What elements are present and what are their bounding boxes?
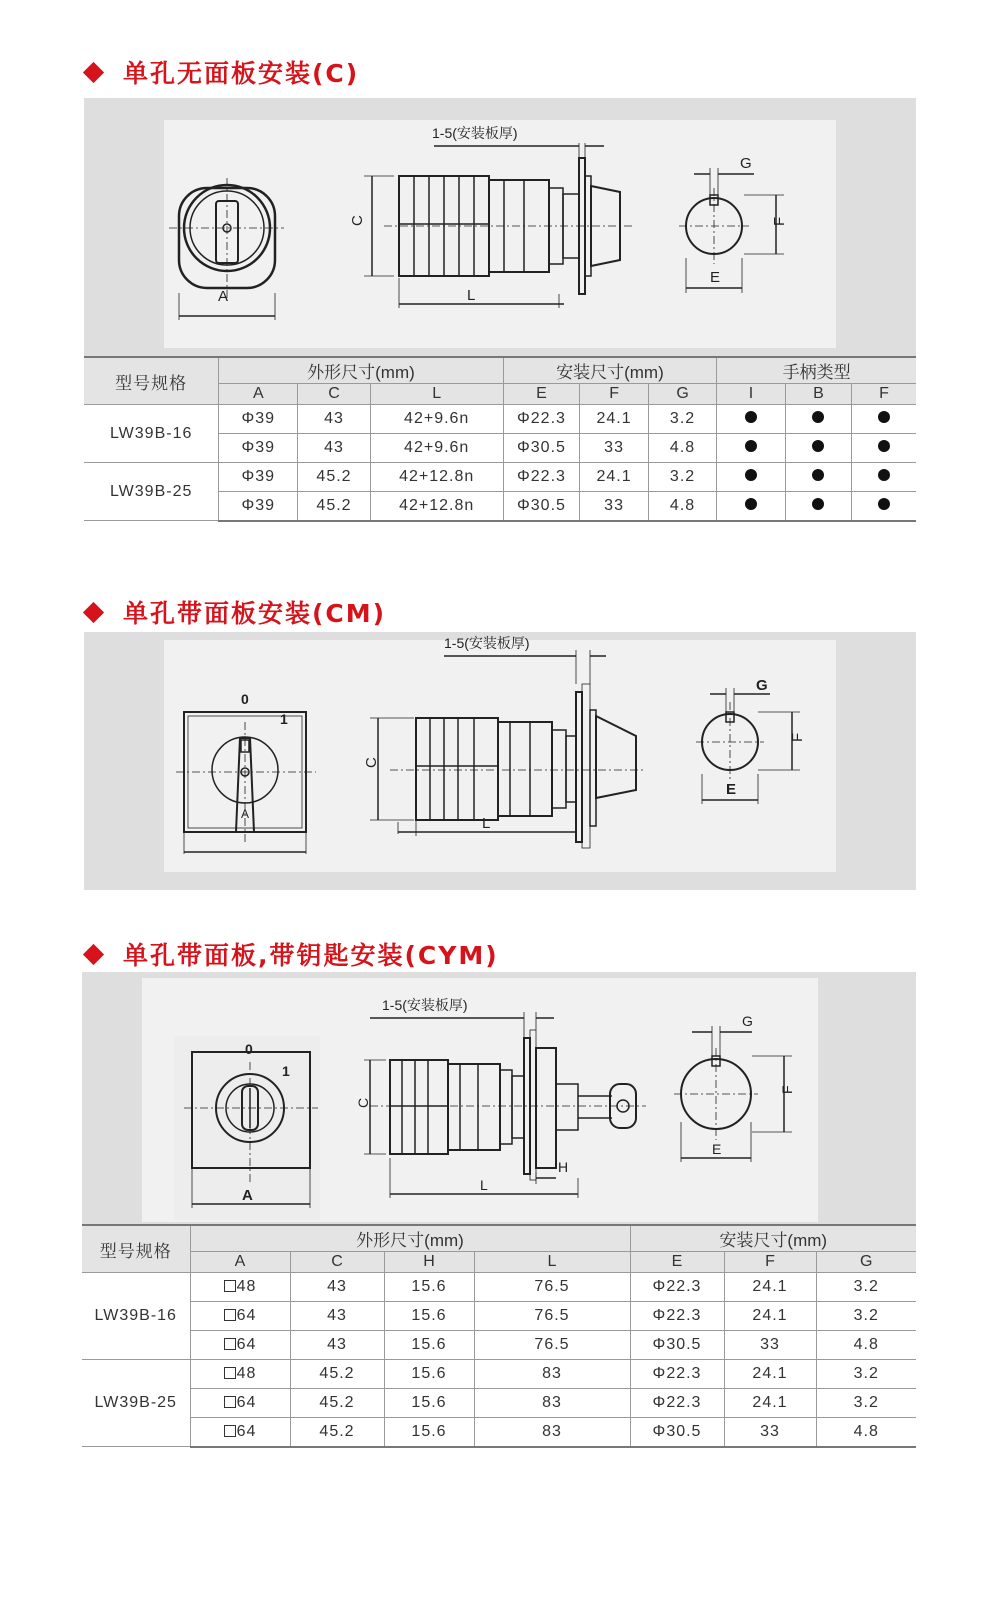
cell: 76.5 <box>474 1302 630 1331</box>
label-a: A <box>218 288 229 305</box>
cell: 45.2 <box>298 463 371 492</box>
cell: 48 <box>236 1365 257 1382</box>
diagram-cm-drawing <box>84 632 916 890</box>
cell: 42+9.6n <box>370 405 503 434</box>
diagram-panel-c <box>84 98 916 358</box>
label-a: A <box>241 807 250 821</box>
cell: 24.1 <box>724 1389 816 1418</box>
group-header-handle: 手柄类型 <box>717 357 916 384</box>
available-dot-icon <box>812 469 824 481</box>
label-f: F <box>771 216 788 226</box>
label-g: G <box>756 677 768 694</box>
cell: 4.8 <box>648 492 716 521</box>
available-dot-icon <box>745 469 757 481</box>
col-header: A <box>219 384 298 405</box>
label-f: F <box>779 1085 795 1094</box>
available-dot-icon <box>878 498 890 510</box>
cell: 15.6 <box>384 1418 474 1447</box>
cell: Φ39 <box>219 434 298 463</box>
col-header: E <box>630 1252 724 1273</box>
available-dot-icon <box>812 498 824 510</box>
group-header-mounting: 安装尺寸(mm) <box>503 357 717 384</box>
table-row <box>82 1360 916 1389</box>
col-header: C <box>298 384 371 405</box>
cell: Φ30.5 <box>503 434 580 463</box>
diamond-bullet-icon <box>83 943 104 964</box>
cell: 48 <box>236 1278 257 1295</box>
cell: 4.8 <box>816 1418 916 1447</box>
cell: 24.1 <box>580 405 648 434</box>
cell: 43 <box>290 1302 384 1331</box>
cell: 24.1 <box>724 1302 816 1331</box>
label-g: G <box>742 1013 753 1029</box>
cell: 64 <box>236 1336 257 1353</box>
table-row <box>82 1331 916 1360</box>
table-row <box>84 405 916 434</box>
diagram-c-drawing <box>84 98 916 358</box>
square-icon <box>224 1367 236 1379</box>
col-header: C <box>290 1252 384 1273</box>
section-title-text: 单孔无面板安装(C) <box>123 59 360 88</box>
cell: 33 <box>724 1331 816 1360</box>
cell: 43 <box>290 1331 384 1360</box>
label-e: E <box>710 269 721 286</box>
cell: 45.2 <box>298 492 371 521</box>
group-header-mounting: 安装尺寸(mm) <box>630 1225 916 1252</box>
cell: 3.2 <box>816 1273 916 1302</box>
available-dot-icon <box>812 411 824 423</box>
col-header: F <box>852 384 916 405</box>
cell: Φ30.5 <box>630 1418 724 1447</box>
cell: 15.6 <box>384 1331 474 1360</box>
table-row <box>84 463 916 492</box>
available-dot-icon <box>878 469 890 481</box>
section-title-text: 单孔带面板安装(CM) <box>123 599 387 628</box>
label-c: C <box>355 1097 371 1108</box>
cell: 64 <box>236 1422 257 1440</box>
label-pos-0: 0 <box>241 691 249 707</box>
col-header: A <box>190 1252 290 1273</box>
model-cell: LW39B-25 <box>84 463 219 521</box>
cell: 4.8 <box>648 434 716 463</box>
cell: 42+12.8n <box>370 463 503 492</box>
diagram-panel-cm <box>84 632 916 890</box>
col-header: F <box>580 384 648 405</box>
cell: 24.1 <box>580 463 648 492</box>
section-title-cm <box>86 594 386 630</box>
square-icon <box>224 1280 236 1292</box>
diamond-bullet-icon <box>83 601 104 622</box>
available-dot-icon <box>745 440 757 452</box>
model-header: 型号规格 <box>82 1225 190 1273</box>
table-row <box>82 1273 916 1302</box>
label-g: G <box>740 155 752 172</box>
diagram-cym-drawing <box>82 972 916 1230</box>
col-header: B <box>785 384 851 405</box>
label-pos-1: 1 <box>280 711 288 727</box>
label-f: F <box>789 732 806 742</box>
diamond-bullet-icon <box>83 61 104 82</box>
label-pos-1: 1 <box>282 1063 290 1079</box>
cell: 3.2 <box>816 1302 916 1331</box>
square-icon <box>224 1338 236 1350</box>
cell: 64 <box>236 1394 257 1411</box>
model-cell: LW39B-16 <box>84 405 219 463</box>
cell: Φ30.5 <box>630 1331 724 1360</box>
table-row <box>82 1389 916 1418</box>
square-icon <box>224 1309 236 1321</box>
cell: Φ39 <box>219 405 298 434</box>
cell: 43 <box>290 1273 384 1302</box>
cell: 3.2 <box>648 405 716 434</box>
spec-table-cym <box>82 1224 916 1448</box>
cell: 76.5 <box>474 1273 630 1302</box>
col-header: I <box>717 384 785 405</box>
model-cell: LW39B-16 <box>82 1273 190 1360</box>
cell: 42+12.8n <box>370 492 503 521</box>
cell: 83 <box>474 1360 630 1389</box>
section-title-cym <box>86 936 499 972</box>
label-l: L <box>482 815 491 832</box>
cell: 83 <box>474 1418 630 1447</box>
cell: 3.2 <box>816 1389 916 1418</box>
cell: Φ22.3 <box>503 405 580 434</box>
cell: 15.6 <box>384 1360 474 1389</box>
label-c: C <box>349 215 366 226</box>
label-thickness: 1-5(安装板厚) <box>432 125 518 141</box>
col-header: H <box>384 1252 474 1273</box>
label-l: L <box>467 287 476 304</box>
cell: 45.2 <box>290 1418 384 1447</box>
cell: Φ22.3 <box>630 1389 724 1418</box>
label-c: C <box>363 757 380 768</box>
section-title-c <box>86 54 359 90</box>
cell: 45.2 <box>290 1360 384 1389</box>
model-header: 型号规格 <box>84 357 219 405</box>
label-h: H <box>558 1159 569 1175</box>
col-header: G <box>816 1252 916 1273</box>
table-row <box>82 1418 916 1447</box>
spec-table-c <box>84 356 916 522</box>
cell: 64 <box>236 1307 257 1324</box>
label-thickness: 1-5(安装板厚) <box>382 997 468 1013</box>
cell: 33 <box>580 492 648 521</box>
label-e: E <box>712 1141 722 1157</box>
cell: 83 <box>474 1389 630 1418</box>
label-l: L <box>480 1177 488 1193</box>
cell: 33 <box>580 434 648 463</box>
label-e: E <box>726 781 737 798</box>
cell: 43 <box>298 405 371 434</box>
model-cell: LW39B-25 <box>82 1360 190 1447</box>
table-row <box>82 1302 916 1331</box>
cell: 15.6 <box>384 1302 474 1331</box>
cell: 15.6 <box>384 1273 474 1302</box>
cell: 42+9.6n <box>370 434 503 463</box>
square-icon <box>224 1425 236 1437</box>
square-icon <box>224 1396 236 1408</box>
cell: Φ22.3 <box>503 463 580 492</box>
col-header: L <box>474 1252 630 1273</box>
cell: Φ22.3 <box>630 1273 724 1302</box>
cell: 3.2 <box>648 463 716 492</box>
col-header: G <box>648 384 716 405</box>
available-dot-icon <box>745 498 757 510</box>
cell: Φ39 <box>219 463 298 492</box>
cell: 4.8 <box>816 1331 916 1360</box>
available-dot-icon <box>745 411 757 423</box>
cell: 3.2 <box>816 1360 916 1389</box>
group-header-outline: 外形尺寸(mm) <box>219 357 503 384</box>
available-dot-icon <box>878 440 890 452</box>
cell: 76.5 <box>474 1331 630 1360</box>
label-pos-0: 0 <box>245 1041 253 1057</box>
section-title-text: 单孔带面板,带钥匙安装(CYM) <box>123 941 499 970</box>
cell: Φ30.5 <box>503 492 580 521</box>
cell: Φ22.3 <box>630 1302 724 1331</box>
cell: 33 <box>724 1418 816 1447</box>
cell: Φ39 <box>219 492 298 521</box>
cell: 24.1 <box>724 1360 816 1389</box>
cell: 45.2 <box>290 1389 384 1418</box>
diagram-panel-cym <box>82 972 916 1230</box>
label-a: A <box>242 1187 253 1204</box>
label-thickness: 1-5(安装板厚) <box>444 635 530 651</box>
available-dot-icon <box>812 440 824 452</box>
col-header: E <box>503 384 580 405</box>
cell: 15.6 <box>384 1389 474 1418</box>
col-header: L <box>370 384 503 405</box>
cell: 43 <box>298 434 371 463</box>
group-header-outline: 外形尺寸(mm) <box>190 1225 630 1252</box>
available-dot-icon <box>878 411 890 423</box>
cell: Φ22.3 <box>630 1360 724 1389</box>
col-header: F <box>724 1252 816 1273</box>
cell: 24.1 <box>724 1273 816 1302</box>
